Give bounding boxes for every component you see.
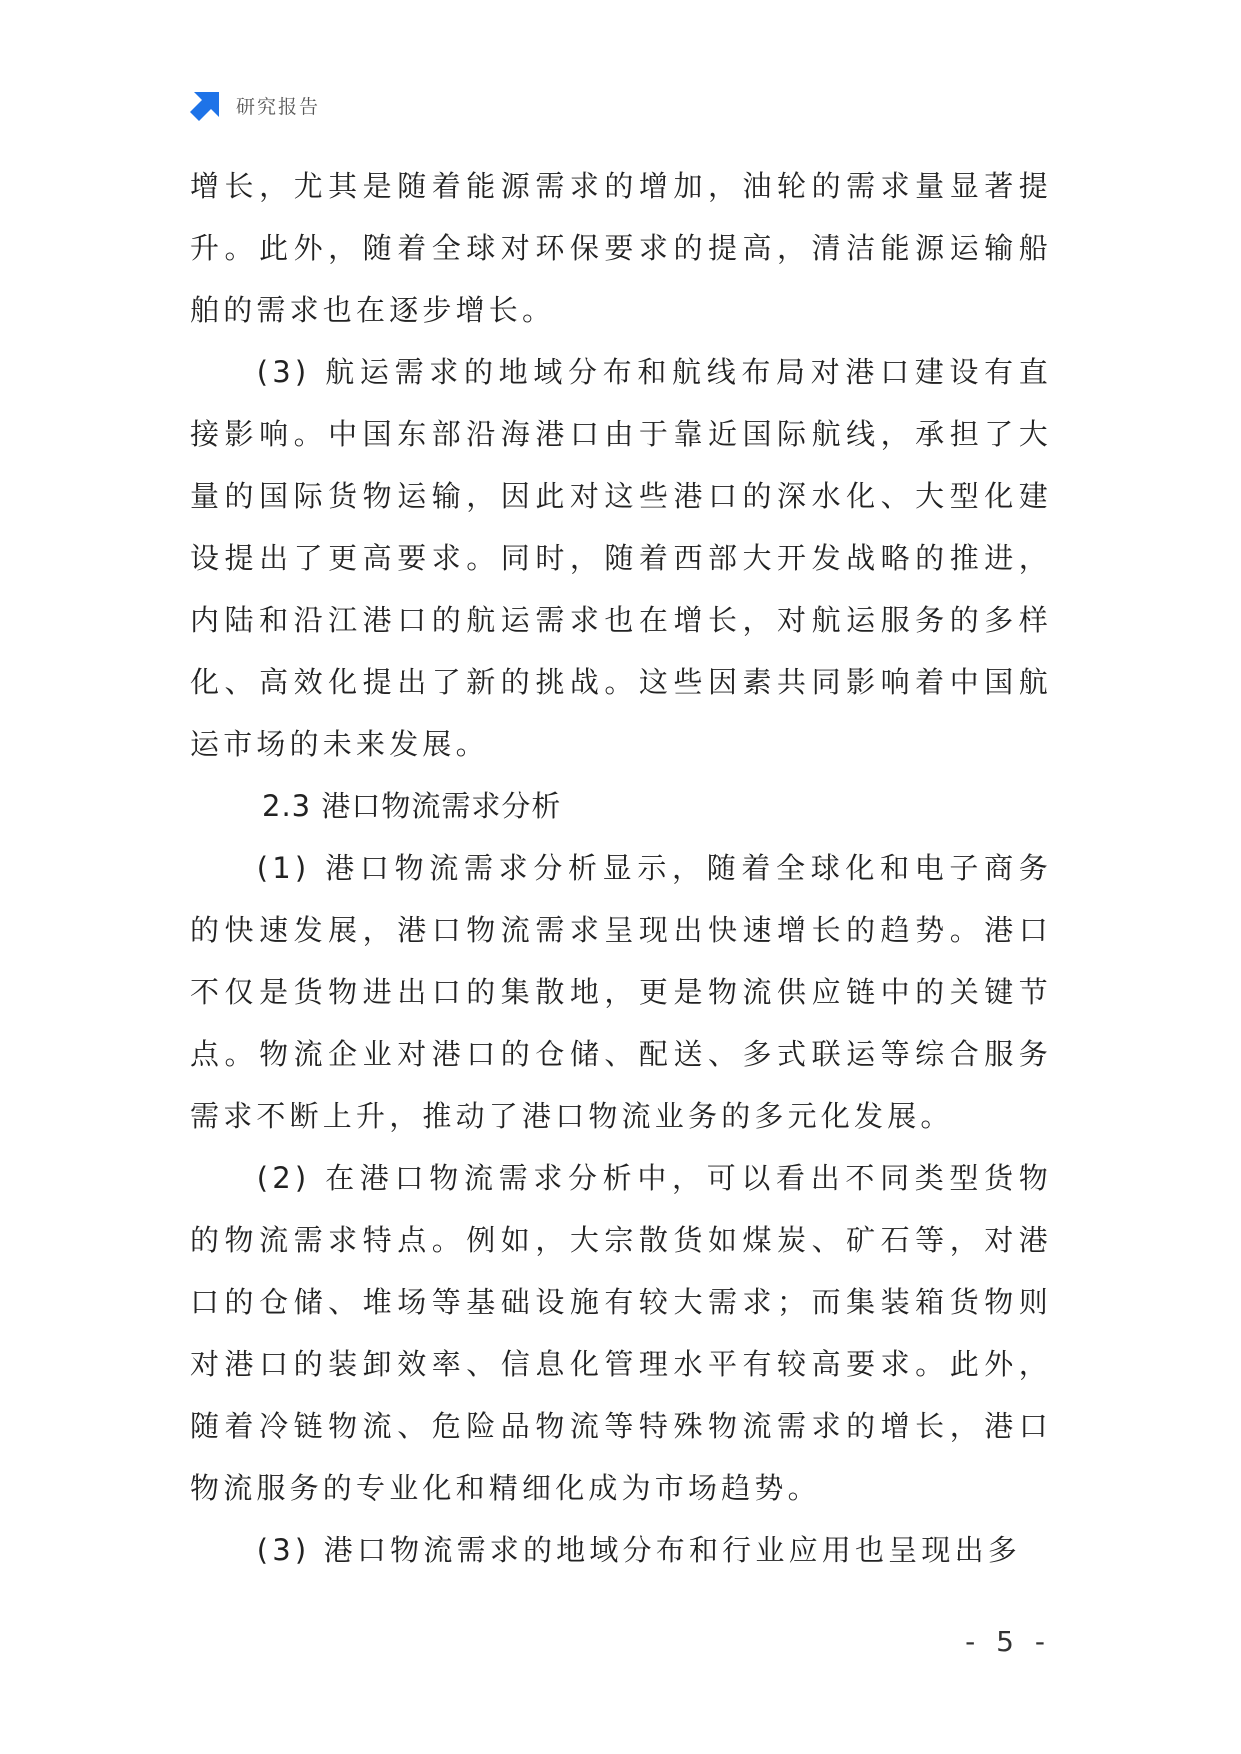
page-number: - 5 - <box>965 1625 1051 1658</box>
report-header <box>190 88 320 122</box>
arrow-logo-icon <box>190 89 222 121</box>
header-title: 研究报告 <box>236 95 321 118</box>
paragraph-port-logistics-3: (3) 港口物流需求的地域分布和行业应用也呈现出多 <box>256 1533 1021 1567</box>
paragraph-shipping-regional: (3) 航运需求的地域分布和航线布局对港口建设有直接影响。中国东部沿海港口由于靠近国际航线，承担了大量的国际货物运输，因此对这些港口的深水化、大型化建设提出了更高要求。同时，随着西部大开发战略的推进，内陆和沿江港口的航运需求也在增长，对航运服务的多样化、高效化提出了新的挑战。这些因素共同影响着中国航运市场的未来发展。 <box>190 355 1052 761</box>
document-body <box>190 155 1052 1581</box>
section-heading: 2.3 港口物流需求分析 <box>262 789 562 823</box>
paragraph-port-logistics-2: (2) 在港口物流需求分析中，可以看出不同类型货物的物流需求特点。例如，大宗散货如煤炭、矿石等，对港口的仓储、堆场等基础设施有较大需求；而集装箱货物则对港口的装卸效率、信息化管理水平有较高要求。此外，随着冷链物流、危险品物流等特殊物流需求的增长，港口物流服务的专业化和精细化成为市场趋势。 <box>190 1161 1052 1505</box>
paragraph-port-logistics-1: (1) 港口物流需求分析显示，随着全球化和电子商务的快速发展，港口物流需求呈现出快速增长的趋势。港口不仅是货物进出口的集散地，更是物流供应链中的关键节点。物流企业对港口的仓储、配送、多式联运等综合服务需求不断上升，推动了港口物流业务的多元化发展。 <box>190 851 1052 1133</box>
paragraph-continued: 增长，尤其是随着能源需求的增加，油轮的需求量显著提升。此外，随着全球对环保要求的提高，清洁能源运输船舶的需求也在逐步增长。 <box>190 169 1052 327</box>
